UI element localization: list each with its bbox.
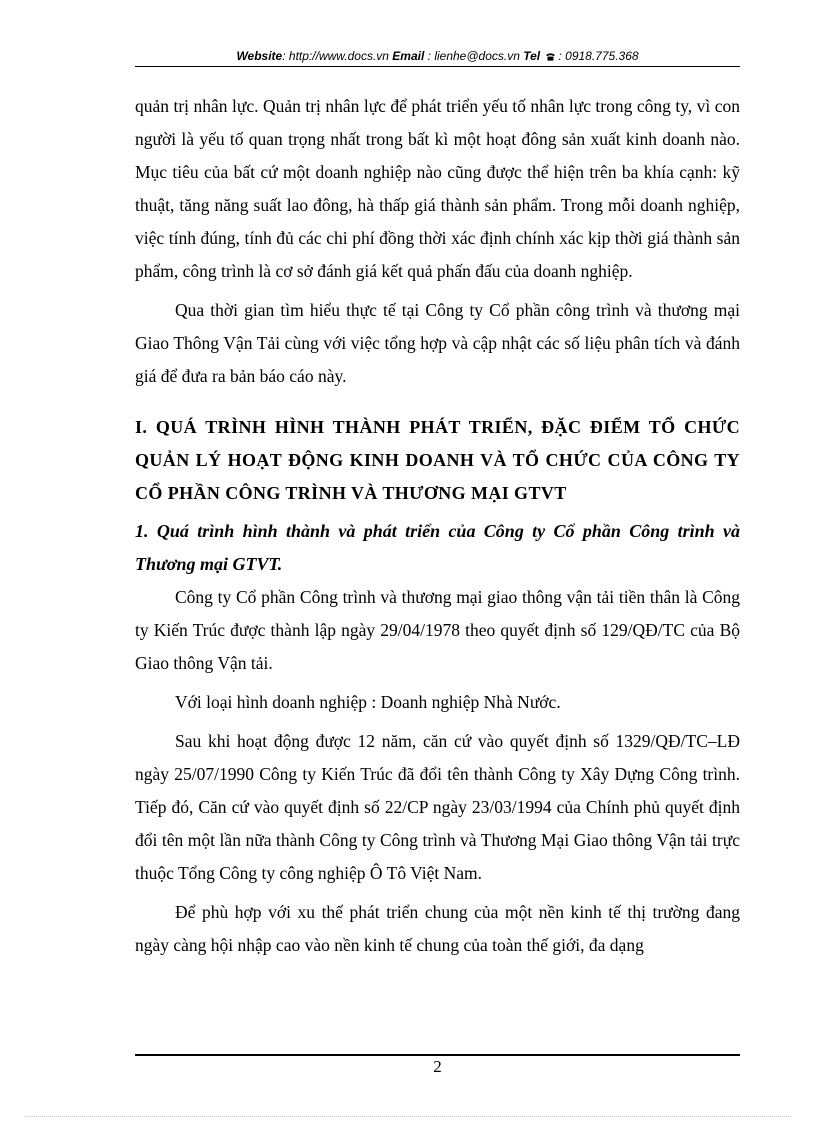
page-body xyxy=(135,90,740,962)
page-header xyxy=(135,47,740,65)
page-edge-line xyxy=(25,1116,791,1117)
email-value: : lienhe@docs.vn xyxy=(424,49,520,63)
paragraph-3: Công ty Cổ phần Công trình và thương mại giao thông vận tải tiền thân là Công ty Kiến Trúc được thành lập ngày 29/04/1978 theo quyết định số 129/QĐ/TC của Bộ Giao thông Vận tải. xyxy=(135,587,740,673)
page-number: 2 xyxy=(433,1057,442,1076)
footer-divider xyxy=(135,1054,740,1056)
email-label: Email xyxy=(392,49,425,63)
paragraph-6: Để phù hợp với xu thế phát triển chung của một nền kinh tế thị trường đang ngày càng hội nhập cao vào nền kinh tế chung của toàn thế giới, đa dạng xyxy=(135,902,740,955)
section-heading: I. QUÁ TRÌNH HÌNH THÀNH PHÁT TRIỂN, ĐẶC ĐIỂM TỔ CHỨC QUẢN LÝ HOẠT ĐỘNG KINH DOANH VÀ TỔ CHỨC CỦA CÔNG TY CỔ PHẦN CÔNG TRÌNH VÀ THƯƠNG MẠI GTVT xyxy=(135,417,740,503)
header-divider xyxy=(135,66,740,67)
paragraph-2: Qua thời gian tìm hiểu thực tế tại Công ty Cổ phần công trình và thương mại Giao Thông Vận Tải cùng với việc tổng hợp và cập nhật các số liệu phân tích và đánh giá để đưa ra bản báo cáo này. xyxy=(135,300,740,386)
subsection-heading: 1. Quá trình hình thành và phát triển của Công ty Cổ phần Công trình và Thương mại GTVT. xyxy=(135,521,740,574)
tel-label: Tel xyxy=(523,49,541,63)
paragraph-4: Với loại hình doanh nghiệp : Doanh nghiệp Nhà Nước. xyxy=(175,692,561,712)
website-value: : http://www.docs.vn xyxy=(282,49,389,63)
phone-icon xyxy=(545,52,556,61)
website-label: Website xyxy=(236,49,283,63)
paragraph-1: quản trị nhân lực. Quản trị nhân lực để phát triển yếu tố nhân lực trong công ty, vì con người là yếu tố quan trọng nhất trong bất kì một hoạt đông sản xuất kinh doanh nào. Mục tiêu của bất cứ một doanh nghiệp nào cũng được thể hiện trên ba khía cạnh: kỹ thuật, tăng năng suất lao đông, hà thấp giá thành sản phẩm. Trong mỗi doanh nghiệp, việc tính đúng, tính đủ các chi phí đồng thời xác định chính xác kịp thời giá thành sản phẩm, công trình là cơ sở đánh giá kết quả phấn đấu của doanh nghiệp. xyxy=(135,96,740,281)
paragraph-5: Sau khi hoạt động được 12 năm, căn cứ vào quyết định số 1329/QĐ/TC–LĐ ngày 25/07/1990 Công ty Kiến Trúc đã đổi tên thành Công ty Xây Dựng Công trình. Tiếp đó, Căn cứ vào quyết định số 22/CP ngày 23/03/1994 của Chính phủ quyết định đổi tên một lần nữa thành Công ty Công trình và Thương Mại Giao thông Vận tải trực thuộc Tổng Công ty công nghiệp Ô Tô Việt Nam. xyxy=(135,731,740,883)
tel-value: : 0918.775.368 xyxy=(558,49,639,63)
